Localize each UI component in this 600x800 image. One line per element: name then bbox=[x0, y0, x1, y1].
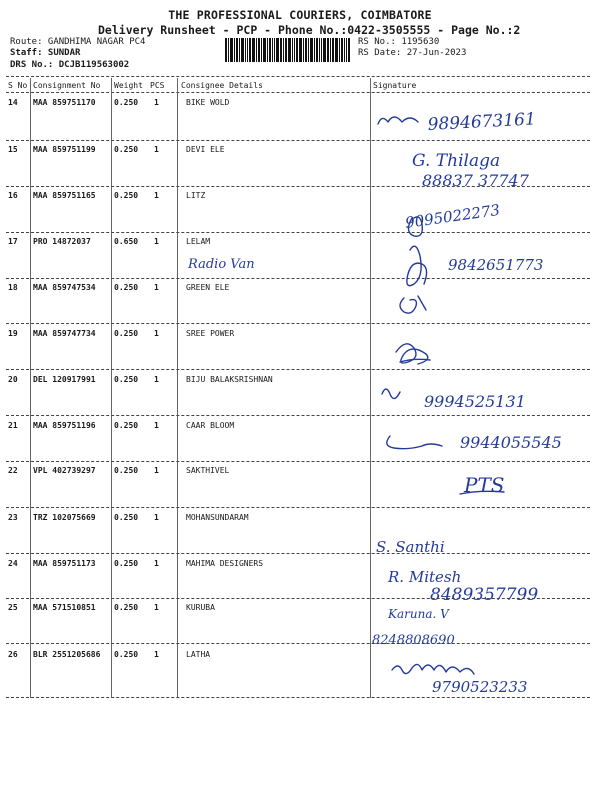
handwritten-note-r17 bbox=[180, 250, 290, 274]
handwriting-r25-phone: 8248808690 bbox=[372, 633, 455, 648]
signature-scrawl bbox=[382, 389, 400, 399]
row-pcs: 1 bbox=[154, 283, 159, 292]
row-pcs: 1 bbox=[154, 650, 159, 659]
row-consignee: CAAR BLOOM bbox=[186, 421, 235, 430]
row-consignment: MAA 859751165 bbox=[33, 191, 96, 200]
row-consignee: BIJU BALAKSRISHNAN bbox=[186, 375, 273, 384]
col-signature: Signature bbox=[373, 81, 417, 90]
row-pcs: 1 bbox=[154, 237, 159, 246]
row-pcs: 1 bbox=[154, 466, 159, 475]
row-sno: 15 bbox=[8, 145, 18, 154]
row-consignee: SAKTHIVEL bbox=[186, 466, 230, 475]
row-consignment: PRO 14872037 bbox=[33, 237, 91, 246]
row-sno: 19 bbox=[8, 329, 18, 338]
row-consignee: DEVI ELE bbox=[186, 145, 225, 154]
row-weight: 0.650 bbox=[114, 237, 139, 246]
row-weight: 0.250 bbox=[114, 98, 139, 107]
signature-scrawl bbox=[387, 436, 442, 449]
row-pcs: 1 bbox=[154, 329, 159, 338]
row-weight: 0.250 bbox=[114, 421, 139, 430]
row-consignment: MAA 571510851 bbox=[33, 603, 96, 612]
row-consignee: LELAM bbox=[186, 237, 211, 246]
row-sno: 16 bbox=[8, 191, 18, 200]
row-consignment: VPL 402739297 bbox=[33, 466, 96, 475]
handwriting-r22: PTS bbox=[464, 473, 505, 497]
row-sno: 17 bbox=[8, 237, 18, 246]
row-consignment: DEL 120917991 bbox=[33, 375, 96, 384]
row-weight: 0.250 bbox=[114, 375, 139, 384]
row-consignment: BLR 2551205686 bbox=[33, 650, 101, 659]
row-consignment: MAA 859751199 bbox=[33, 145, 96, 154]
row-pcs: 1 bbox=[154, 145, 159, 154]
signature-scrawl bbox=[396, 344, 430, 364]
row-pcs: 1 bbox=[154, 98, 159, 107]
runsheet-title: Delivery Runsheet - PCP - Phone No.:0422-3505555 - Page No.:2 bbox=[98, 23, 521, 37]
row-weight: 0.250 bbox=[114, 559, 139, 568]
row-sno: 18 bbox=[8, 283, 18, 292]
col-sno: S No bbox=[8, 81, 28, 90]
handwriting-r21: 9944055545 bbox=[460, 433, 562, 452]
drs-number: DRS No.: DCJB119563002 bbox=[10, 60, 130, 70]
row-pcs: 1 bbox=[154, 421, 159, 430]
handwriting-r17-note: Radio Van bbox=[188, 257, 255, 272]
barcode-image bbox=[225, 38, 350, 62]
row-consignee: LITZ bbox=[186, 191, 206, 200]
signature-scrawl bbox=[400, 296, 426, 313]
header-bottom-rule bbox=[6, 92, 590, 93]
row-consignee: LATHA bbox=[186, 650, 211, 659]
row-sno: 21 bbox=[8, 421, 18, 430]
row-weight: 0.250 bbox=[114, 603, 139, 612]
row-consignee: MOHANSUNDARAM bbox=[186, 513, 249, 522]
handwriting-r15-phone: 88837 37747 bbox=[422, 171, 529, 190]
row-weight: 0.250 bbox=[114, 650, 139, 659]
handwriting-r15-name: G. Thilaga bbox=[412, 151, 501, 171]
row-consignment: MAA 859747534 bbox=[33, 283, 96, 292]
row-sno: 25 bbox=[8, 603, 18, 612]
row-weight: 0.250 bbox=[114, 191, 139, 200]
row-consignment: TRZ 102075669 bbox=[33, 513, 96, 522]
row-consignment: MAA 859751173 bbox=[33, 559, 96, 568]
col-consignment: Consignment No bbox=[33, 81, 101, 90]
row-consignee: KURUBA bbox=[186, 603, 215, 612]
col-weight: Weight bbox=[114, 81, 143, 90]
row-consignee: GREEN ELE bbox=[186, 283, 230, 292]
handwriting-r26-phone: 9790523233 bbox=[432, 678, 528, 696]
row-weight: 0.250 bbox=[114, 466, 139, 475]
rs-date: RS Date: 27-Jun-2023 bbox=[358, 48, 467, 58]
handwriting-r23: S. Santhi bbox=[376, 538, 445, 556]
signature-scrawl bbox=[392, 664, 474, 674]
handwriting-r25-name: Karuna. V bbox=[388, 607, 449, 621]
row-pcs: 1 bbox=[154, 559, 159, 568]
handwriting-r24-name: R. Mitesh bbox=[388, 568, 462, 586]
row-weight: 0.250 bbox=[114, 329, 139, 338]
staff-label: Staff: SUNDAR bbox=[10, 48, 81, 58]
row-weight: 0.250 bbox=[114, 513, 139, 522]
handwriting-r14: 9894673161 bbox=[427, 109, 537, 135]
row-sno: 26 bbox=[8, 650, 18, 659]
handwriting-r20: 9994525131 bbox=[424, 392, 526, 411]
row-consignment: MAA 859751196 bbox=[33, 421, 96, 430]
signature-scrawl bbox=[407, 246, 427, 285]
header-top-rule bbox=[6, 76, 590, 77]
handwriting-r16: 9095022273 bbox=[404, 200, 502, 232]
row-pcs: 1 bbox=[154, 191, 159, 200]
row-weight: 0.250 bbox=[114, 145, 139, 154]
row-pcs: 1 bbox=[154, 375, 159, 384]
row-pcs: 1 bbox=[154, 513, 159, 522]
row-sno: 14 bbox=[8, 98, 18, 107]
row-consignee: SREE POWER bbox=[186, 329, 235, 338]
route-label: Route: GANDHIMA NAGAR PC4 bbox=[10, 37, 146, 47]
row-sno: 22 bbox=[8, 466, 18, 475]
row-consignment: MAA 859751170 bbox=[33, 98, 96, 107]
row-sno: 23 bbox=[8, 513, 18, 522]
row-consignment: MAA 859747734 bbox=[33, 329, 96, 338]
handwriting-r24-phone: 8489357799 bbox=[430, 585, 539, 605]
row-sno: 24 bbox=[8, 559, 18, 568]
handwriting-r17-phone: 9842651773 bbox=[448, 256, 544, 274]
col-pcs: PCS bbox=[150, 81, 165, 90]
signature-ink-layer bbox=[360, 100, 600, 700]
col-consignee: Consignee Details bbox=[181, 81, 263, 90]
row-consignee: MAHIMA DESIGNERS bbox=[186, 559, 264, 568]
row-pcs: 1 bbox=[154, 603, 159, 612]
row-consignee: BIKE WOLD bbox=[186, 98, 230, 107]
signature-scrawl bbox=[378, 117, 418, 124]
row-sno: 20 bbox=[8, 375, 18, 384]
row-weight: 0.250 bbox=[114, 283, 139, 292]
rs-number: RS No.: 1195630 bbox=[358, 37, 440, 47]
company-name: THE PROFESSIONAL COURIERS, COIMBATORE bbox=[168, 8, 432, 22]
